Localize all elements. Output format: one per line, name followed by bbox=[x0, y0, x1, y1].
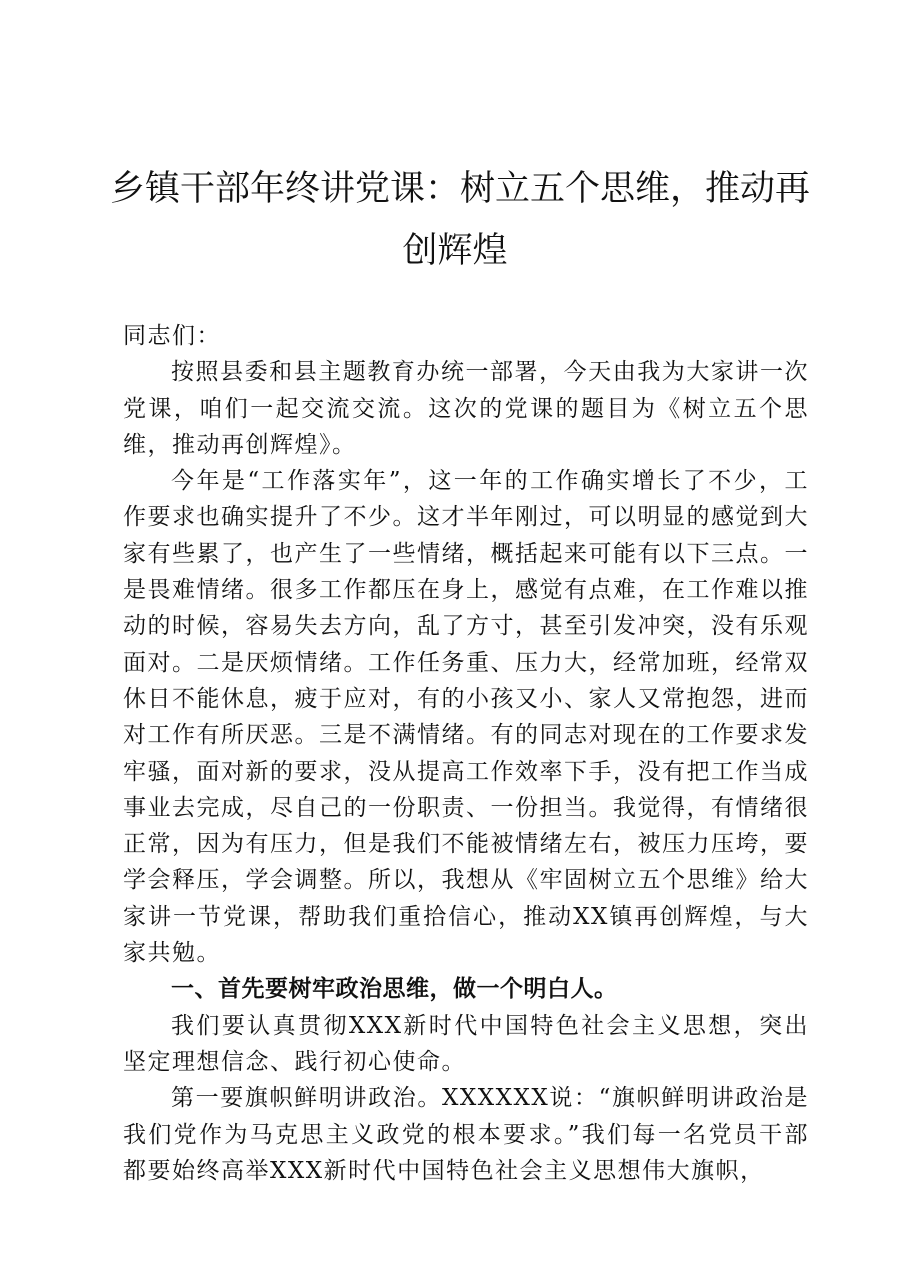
document-title-line-1: 乡镇干部年终讲党课：树立五个思维，推动再 bbox=[110, 169, 811, 209]
salutation: 同志们： bbox=[123, 323, 221, 349]
intro-paragraph: 按照县委和县主题教育办统一部署，今天由我为大家讲一次党课，咱们一起交流交流。这次的党课的题目为《树立五个思维，推动再创辉煌》。 bbox=[123, 359, 809, 458]
section-heading-1: 一、首先要树牢政治思维，做一个明白人。 bbox=[171, 976, 618, 1003]
document-title bbox=[110, 158, 811, 282]
document-body bbox=[123, 318, 809, 1189]
section-1-paragraph-1: 我们要认真贯彻XXX新时代中国特色社会主义思想，突出坚定理想信念、践行初心使命。 bbox=[123, 1012, 809, 1075]
document-title-line-2: 创辉煌 bbox=[402, 231, 508, 271]
section-1-paragraph-2: 第一要旗帜鲜明讲政治。XXXXXX说：“旗帜鲜明讲政治是我们党作为马克思主义政党的根本要求。”我们每一名党员干部都要始终高举XXX新时代中国特色社会主义思想伟大旗帜， bbox=[123, 1085, 809, 1184]
context-paragraph: 今年是“工作落实年”，这一年的工作确实增长了不少，工作要求也确实提升了不少。这才半年刚过，可以明显的感觉到大家有些累了，也产生了一些情绪，概括起来可能有以下三点。一是畏难情绪。很多工作都压在身上，感觉有点难，在工作难以推动的时候，容易失去方向，乱了方寸，甚至引发冲突，没有乐观面对。二是厌烦情绪。工作任务重、压力大，经常加班，经常双休日不能休息，疲于应对，有的小孩又小、家人又常抱怨，进而对工作有所厌恶。三是不满情绪。有的同志对现在的工作要求发牢骚，面对新的要求，没从提高工作效率下手，没有把工作当成事业去完成，尽自己的一份职责、一份担当。我觉得，有情绪很正常，因为有压力，但是我们不能被情绪左右，被压力压垮，要学会释压，学会调整。所以，我想从《牢固树立五个思维》给大家讲一节党课，帮助我们重拾信心，推动XX镇再创辉煌，与大家共勉。 bbox=[123, 468, 809, 967]
